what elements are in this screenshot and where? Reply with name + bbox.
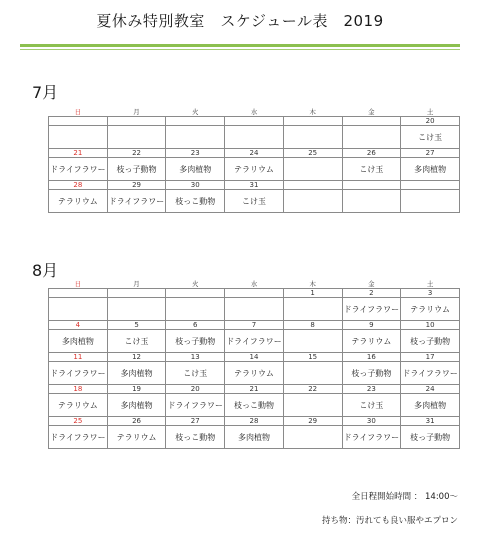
activity-cell: テラリウム — [401, 298, 460, 321]
month-label-july: 7月 — [32, 83, 59, 102]
date-number: 15 — [283, 353, 342, 362]
weekday-header: 水 — [250, 108, 258, 116]
activity-cell: 多肉植物 — [401, 158, 460, 181]
weekday-header: 日 — [74, 108, 82, 116]
activity-cell: 枝っこ動物 — [166, 190, 225, 213]
weekday-header: 月 — [133, 280, 140, 288]
activity-cell — [283, 190, 342, 213]
title-underline — [20, 44, 460, 47]
date-number: 21 — [225, 385, 284, 394]
date-number: 27 — [401, 149, 460, 158]
date-number: 3 — [401, 289, 460, 298]
date-number — [342, 117, 401, 126]
weekday-header: 日 — [74, 280, 82, 288]
activity-cell: ドライフラワー — [49, 158, 108, 181]
page-title: 夏休み特別教室 スケジュール表 2019 — [96, 12, 384, 30]
week-date-row — [49, 321, 460, 330]
date-number: 29 — [283, 417, 342, 426]
activity-cell: 多肉植物 — [107, 362, 166, 385]
date-number: 27 — [166, 417, 225, 426]
date-number: 22 — [283, 385, 342, 394]
activity-cell: ドライフラワー — [49, 426, 108, 449]
date-number: 28 — [49, 181, 108, 190]
date-number — [107, 289, 166, 298]
weekday-header: 月 — [133, 108, 140, 116]
date-number: 31 — [225, 181, 284, 190]
date-number — [166, 117, 225, 126]
date-number: 9 — [342, 321, 401, 330]
week-date-row — [49, 353, 460, 362]
week-date-row — [49, 181, 460, 190]
date-number — [166, 289, 225, 298]
week-activity-row — [49, 298, 460, 321]
activity-cell: 枝っこ動物 — [225, 394, 284, 417]
title-underline-thin — [20, 49, 460, 50]
activity-cell: 枝っ子動物 — [166, 330, 225, 353]
week-activity-row — [49, 190, 460, 213]
date-number: 11 — [49, 353, 108, 362]
activity-cell — [283, 362, 342, 385]
week-date-row — [49, 385, 460, 394]
activity-cell: こけ玉 — [107, 330, 166, 353]
activity-cell: ドライフラワー — [401, 362, 460, 385]
date-number: 30 — [342, 417, 401, 426]
date-number: 7 — [225, 321, 284, 330]
date-number: 22 — [107, 149, 166, 158]
date-number — [283, 181, 342, 190]
date-number: 26 — [107, 417, 166, 426]
date-number: 24 — [225, 149, 284, 158]
activity-cell — [283, 126, 342, 149]
date-number: 25 — [283, 149, 342, 158]
start-time-note: 全日程開始時間 ： 14:00～ — [351, 492, 458, 502]
activity-cell — [166, 298, 225, 321]
date-number: 24 — [401, 385, 460, 394]
weekday-header: 火 — [192, 280, 199, 288]
month-label-august: 8月 — [32, 261, 59, 280]
activity-cell: 枝っ子動物 — [342, 362, 401, 385]
activity-cell — [283, 394, 342, 417]
date-number — [401, 181, 460, 190]
weekday-header-row — [49, 276, 460, 289]
date-number: 1 — [283, 289, 342, 298]
date-number: 20 — [166, 385, 225, 394]
activity-cell: ドライフラワー — [107, 190, 166, 213]
activity-cell: ドライフラワー — [225, 330, 284, 353]
activity-cell: 枝っ子動物 — [401, 330, 460, 353]
date-number — [49, 289, 108, 298]
activity-cell: 多肉植物 — [49, 330, 108, 353]
date-number — [107, 117, 166, 126]
weekday-header-row — [49, 104, 460, 117]
activity-cell — [283, 330, 342, 353]
activity-cell — [49, 126, 108, 149]
week-activity-row — [49, 330, 460, 353]
activity-cell: 枝っ子動物 — [401, 426, 460, 449]
activity-cell — [401, 190, 460, 213]
activity-cell: こけ玉 — [401, 126, 460, 149]
date-number: 19 — [107, 385, 166, 394]
weekday-header: 水 — [250, 280, 258, 288]
activity-cell — [342, 126, 401, 149]
date-number: 4 — [49, 321, 108, 330]
date-number: 17 — [401, 353, 460, 362]
weekday-header: 金 — [368, 280, 375, 288]
date-number: 14 — [225, 353, 284, 362]
date-number — [225, 289, 284, 298]
activity-cell: テラリウム — [49, 394, 108, 417]
date-number: 5 — [107, 321, 166, 330]
activity-cell: 多肉植物 — [166, 158, 225, 181]
activity-cell — [283, 158, 342, 181]
week-activity-row — [49, 394, 460, 417]
activity-cell: テラリウム — [225, 362, 284, 385]
activity-cell — [283, 426, 342, 449]
activity-cell: 枝っこ動物 — [166, 426, 225, 449]
date-number — [225, 117, 284, 126]
date-number: 6 — [166, 321, 225, 330]
activity-cell: ドライフラワー — [342, 298, 401, 321]
activity-cell — [107, 126, 166, 149]
date-number: 12 — [107, 353, 166, 362]
weekday-header: 木 — [309, 280, 316, 288]
week-activity-row — [49, 426, 460, 449]
date-number: 28 — [225, 417, 284, 426]
date-number: 23 — [166, 149, 225, 158]
activity-cell: 枝っ子動物 — [107, 158, 166, 181]
date-number: 26 — [342, 149, 401, 158]
calendar-august — [48, 276, 460, 449]
week-date-row — [49, 417, 460, 426]
date-number: 13 — [166, 353, 225, 362]
date-number — [49, 117, 108, 126]
week-activity-row — [49, 126, 460, 149]
activity-cell: ドライフラワー — [166, 394, 225, 417]
week-date-row — [49, 117, 460, 126]
activity-cell: こけ玉 — [166, 362, 225, 385]
activity-cell: テラリウム — [225, 158, 284, 181]
activity-cell: ドライフラワー — [342, 426, 401, 449]
activity-cell: こけ玉 — [342, 394, 401, 417]
calendar-july — [48, 104, 460, 213]
activity-cell: こけ玉 — [225, 190, 284, 213]
activity-cell — [342, 190, 401, 213]
date-number: 21 — [49, 149, 108, 158]
belongings-note: 持ち物：汚れても良い服やエプロン — [321, 516, 458, 526]
weekday-header: 火 — [192, 108, 199, 116]
activity-cell — [166, 126, 225, 149]
date-number: 20 — [401, 117, 460, 126]
activity-cell: 多肉植物 — [401, 394, 460, 417]
activity-cell: こけ玉 — [342, 158, 401, 181]
date-number — [342, 181, 401, 190]
weekday-header: 土 — [426, 280, 434, 288]
date-number: 29 — [107, 181, 166, 190]
activity-cell — [49, 298, 108, 321]
activity-cell: テラリウム — [49, 190, 108, 213]
activity-cell: 多肉植物 — [107, 394, 166, 417]
activity-cell: テラリウム — [107, 426, 166, 449]
activity-cell — [283, 298, 342, 321]
week-date-row — [49, 289, 460, 298]
date-number: 2 — [342, 289, 401, 298]
activity-cell — [225, 126, 284, 149]
date-number: 31 — [401, 417, 460, 426]
activity-cell — [107, 298, 166, 321]
date-number: 30 — [166, 181, 225, 190]
week-date-row — [49, 149, 460, 158]
weekday-header: 木 — [309, 108, 316, 116]
date-number: 16 — [342, 353, 401, 362]
date-number — [283, 117, 342, 126]
activity-cell: テラリウム — [342, 330, 401, 353]
activity-cell: 多肉植物 — [225, 426, 284, 449]
weekday-header: 土 — [426, 108, 434, 116]
activity-cell: ドライフラワー — [49, 362, 108, 385]
date-number: 8 — [283, 321, 342, 330]
date-number: 23 — [342, 385, 401, 394]
date-number: 25 — [49, 417, 108, 426]
date-number: 18 — [49, 385, 108, 394]
date-number: 10 — [401, 321, 460, 330]
weekday-header: 金 — [368, 108, 375, 116]
week-activity-row — [49, 158, 460, 181]
activity-cell — [225, 298, 284, 321]
week-activity-row — [49, 362, 460, 385]
